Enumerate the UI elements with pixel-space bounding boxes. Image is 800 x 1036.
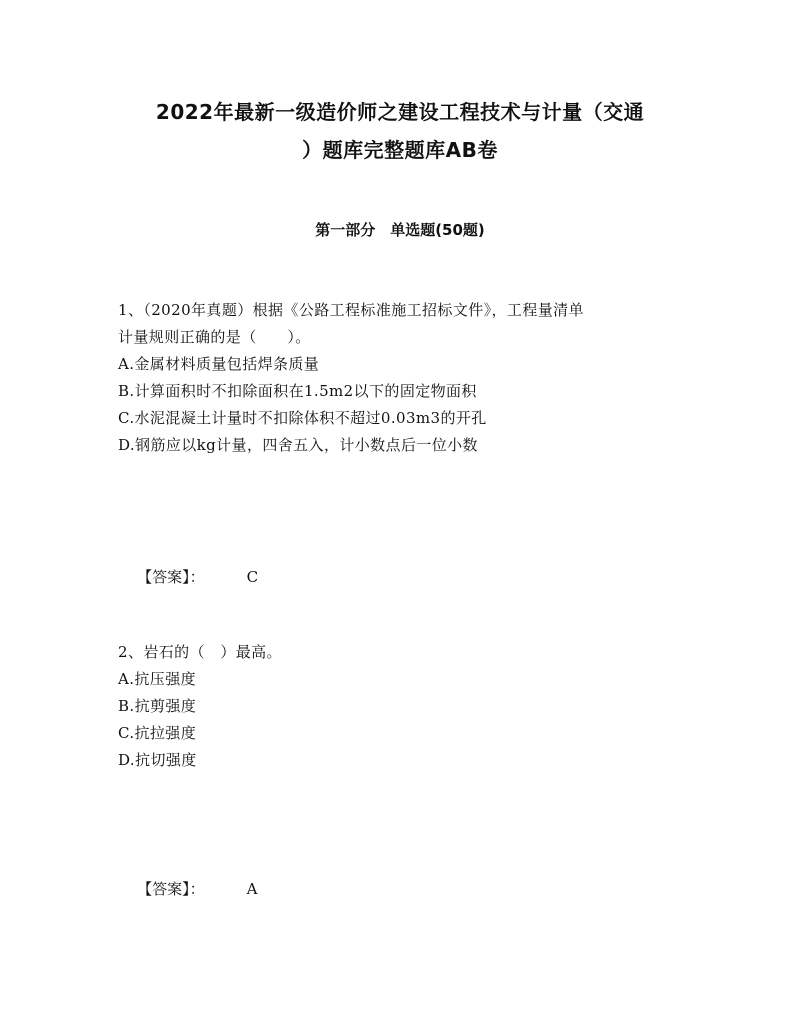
question-2-option-d: D.抗切强度: [118, 751, 197, 769]
question-2-stem-line-1: 2、岩石的（ ）最高。: [118, 643, 282, 661]
document-title-line-2: ）题库完整题库AB卷: [302, 138, 498, 162]
question-2-answer-value: A: [246, 880, 258, 898]
question-1-answer-value: C: [246, 568, 259, 586]
question-1-stem-line-2: 计量规则正确的是（ ）。: [118, 328, 311, 346]
question-2-option-c: C.抗拉强度: [118, 724, 197, 742]
question-1-option-d: D.钢筋应以kg计量，四舍五入，计小数点后一位小数: [118, 436, 478, 454]
section-heading: 第一部分 单选题(50题): [315, 221, 485, 239]
question-2-option-b: B.抗剪强度: [118, 697, 197, 715]
question-1-answer: [118, 547, 258, 607]
question-1-option-c: C.水泥混凝土计量时不扣除体积不超过0.03m3的开孔: [118, 409, 487, 427]
question-1-option-b: B.计算面积时不扣除面积在1.5m2以下的固定物面积: [118, 382, 477, 400]
question-1-option-a: A.金属材料质量包括焊条质量: [118, 355, 320, 373]
question-2-option-a: A.抗压强度: [118, 670, 197, 688]
question-2-answer: [118, 859, 257, 919]
question-2-answer-label: 【答案】：: [137, 880, 205, 898]
document-title-line-1: 2022年最新一级造价师之建设工程技术与计量（交通: [155, 100, 645, 124]
question-1-answer-label: 【答案】：: [137, 568, 205, 586]
question-1-stem-line-1: 1、（2020年真题）根据《公路工程标准施工招标文件》，工程量清单: [118, 301, 584, 319]
